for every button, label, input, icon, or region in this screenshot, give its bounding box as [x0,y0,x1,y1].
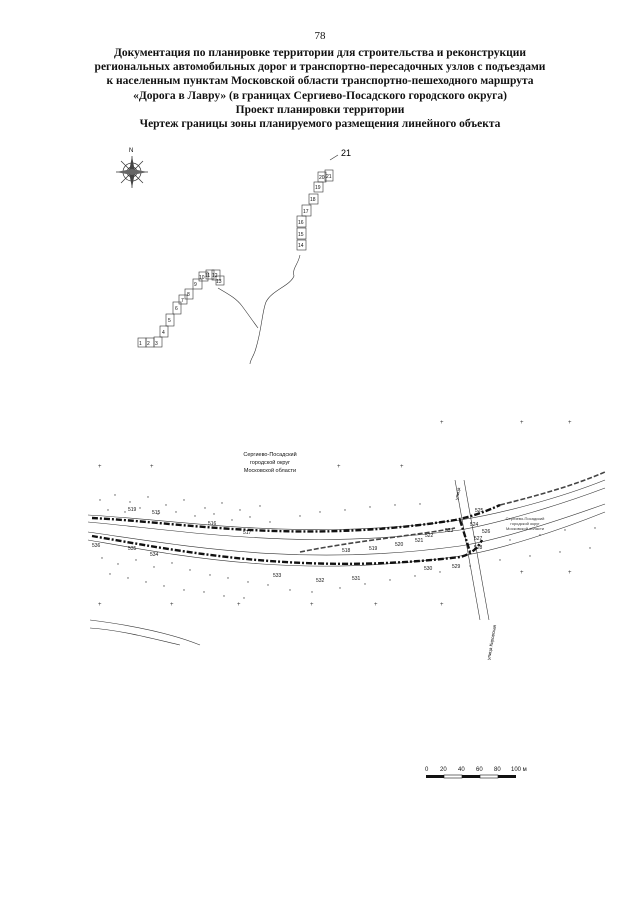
svg-text:+: + [400,464,404,470]
vertex-label: 527 [474,536,483,542]
title-line: к населенным пунктам Московской области транспортно-пешеходного маршрута [106,75,534,88]
vertex-label: 528 [474,545,483,551]
vertex-label: 517 [243,530,252,536]
sheet-label: 16 [298,220,304,226]
sheet-label: 12 [212,273,218,279]
sheet-label: 10 [199,275,205,281]
compass-north-label: N [129,148,134,154]
svg-text:0: 0 [425,767,429,773]
vertex-label: 523 [445,528,454,534]
vertex-label: 519 [369,546,378,552]
title-line: Проект планировки территории [235,103,405,116]
overview-sheet-index [138,155,338,364]
current-sheet-label: 21 [341,148,352,158]
svg-text:40: 40 [458,767,465,773]
sheet-label: 1 [139,341,142,347]
sheet-label: 21 [326,174,332,180]
title-line: «Дорога в Лавру» (в границах Сергиево-Посадского городского округа) [133,89,507,102]
svg-text:+: + [98,602,102,608]
sheet-label: 3 [155,341,158,347]
svg-text:+: + [568,420,572,426]
svg-text:+: + [337,464,341,470]
overview-sheet-labels [139,174,332,347]
svg-text:+: + [374,602,378,608]
svg-text:+: + [150,464,154,470]
svg-text:Сергиево-Посадский: Сергиево-Посадский [505,516,545,521]
vertex-label: 525 [475,508,484,514]
scale-bar [425,767,527,778]
page-number: 78 [314,30,326,42]
title-line: Чертеж границы зоны планируемого размещения линейного объекта [139,118,501,131]
sheet-label: 5 [168,318,171,324]
vertex-label: 520 [395,542,404,548]
svg-text:+: + [237,602,241,608]
sheet-label: 19 [315,185,321,191]
svg-text:Московской области: Московской области [243,468,297,474]
vertex-label: 536 [92,543,101,549]
vertex-label: 524 [470,522,479,528]
vertex-label: 521 [415,538,424,544]
svg-text:80: 80 [494,767,501,773]
svg-text:+: + [568,570,572,576]
terrain-dots [99,494,595,598]
sheet-label: 14 [298,243,304,249]
grid-crosses [98,420,572,608]
sheet-label: 2 [147,341,150,347]
title-line: Документация по планировке территории для строительства и реконструкции [114,47,526,59]
vertex-label: 515 [152,510,161,516]
svg-text:20: 20 [440,767,447,773]
sheet-label: 6 [175,306,178,312]
vertex-label: 532 [316,578,325,584]
svg-text:60: 60 [476,767,483,773]
svg-text:городской округ: городской округ [249,460,291,466]
svg-text:Московской области: Московской области [505,526,545,531]
vertex-label: 519 [128,507,137,513]
svg-text:+: + [98,464,102,470]
sheet-label: 20 [319,175,325,181]
vertex-label: 533 [273,573,282,579]
district-label [243,451,296,474]
svg-text:+: + [440,420,444,426]
vertex-label: 526 [482,529,491,535]
vertex-label: 530 [424,566,433,572]
svg-text:100 м: 100 м [511,767,527,773]
svg-text:+: + [310,602,314,608]
svg-text:Сергиево-Посадский: Сергиево-Посадский [243,452,297,458]
svg-text:+: + [440,602,444,608]
vertex-label: 534 [150,552,159,558]
vertex-label: 531 [352,576,361,582]
sheet-label: 9 [194,282,197,288]
svg-text:+: + [520,570,524,576]
sheet-label: 11 [205,273,211,279]
zone-boundary-secondary [300,472,605,552]
sheet-label: 15 [298,232,304,238]
svg-text:+: + [170,602,174,608]
title-line: региональных автомобильных дорог и транспортно-пересадочных узлов с подъездами [94,61,546,74]
vertex-label: 529 [452,564,461,570]
vertex-label: 516 [208,521,217,527]
street-label: улица [454,487,462,501]
sheet-label: 17 [303,209,309,215]
vertex-label: 535 [128,546,137,552]
sheet-label: 13 [216,279,222,285]
street-label: улица Кировская [486,624,498,661]
sheet-label: 4 [162,330,165,336]
sheet-label: 18 [310,197,316,203]
sheet-label: 7 [181,298,184,304]
vertex-label: 522 [425,533,434,539]
svg-text:+: + [520,420,524,426]
compass-rose-icon [116,148,148,188]
sheet-label: 8 [187,292,190,298]
svg-text:городской округ: городской округ [510,521,540,526]
vertex-label: 518 [342,548,351,554]
